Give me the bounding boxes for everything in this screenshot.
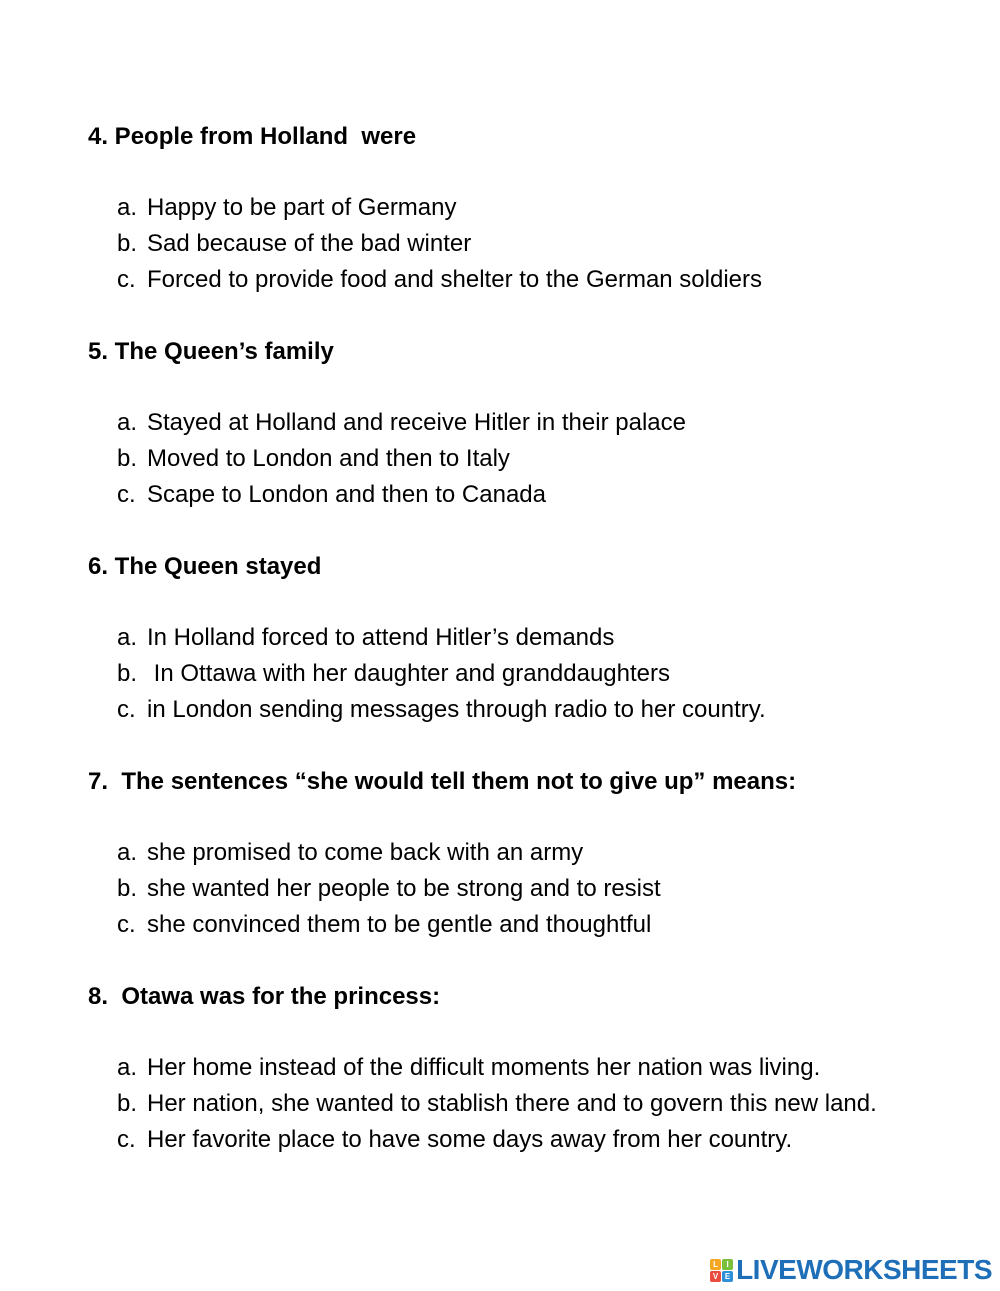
liveworksheets-logo-text: LIVEWORKSHEETS <box>736 1254 992 1285</box>
option-4b <box>117 226 917 262</box>
option-letter: b. <box>117 660 138 687</box>
question-6-prompt: 6. The Queen stayed <box>88 553 322 580</box>
option-letter: a. <box>117 194 138 221</box>
question-7-options <box>117 835 917 943</box>
logo-block-v: V <box>710 1271 721 1282</box>
option-8c <box>117 1122 912 1158</box>
option-text: Forced to provide food and shelter to the German soldiers <box>147 266 762 293</box>
option-8b <box>117 1086 912 1122</box>
option-6b <box>117 656 917 692</box>
question-6-options <box>117 620 917 728</box>
option-text: she wanted her people to be strong and to resist <box>147 875 661 902</box>
option-4c <box>117 262 917 298</box>
liveworksheets-logo-icon <box>710 1259 733 1282</box>
option-letter: b. <box>117 875 138 902</box>
question-4-options <box>117 190 917 298</box>
question-5-prompt: 5. The Queen’s family <box>88 338 334 365</box>
option-text: Scape to London and then to Canada <box>147 481 546 508</box>
option-text: she promised to come back with an army <box>147 839 584 866</box>
option-text: In Holland forced to attend Hitler’s demands <box>147 624 615 651</box>
option-text: Stayed at Holland and receive Hitler in their palace <box>147 409 686 436</box>
option-letter: c. <box>117 696 136 723</box>
question-7-prompt: 7. The sentences “she would tell them not to give up” means: <box>88 768 797 795</box>
option-letter: b. <box>117 445 138 472</box>
option-5a <box>117 405 917 441</box>
option-letter: a. <box>117 624 138 651</box>
option-letter: a. <box>117 839 138 866</box>
option-text: Her nation, she wanted to stablish there and to govern this new land. <box>147 1090 877 1117</box>
option-8a <box>117 1050 912 1086</box>
option-7b <box>117 871 917 907</box>
option-7a <box>117 835 917 871</box>
option-text: Her home instead of the difficult moments her nation was living. <box>147 1054 821 1081</box>
option-text: she convinced them to be gentle and thoughtful <box>147 911 652 938</box>
option-text: In Ottawa with her daughter and granddaughters <box>147 660 671 687</box>
option-letter: c. <box>117 911 136 938</box>
option-text: Her favorite place to have some days away from her country. <box>147 1126 793 1153</box>
option-4a <box>117 190 917 226</box>
question-4-prompt: 4. People from Holland were <box>88 123 417 150</box>
logo-block-l: L <box>710 1259 721 1270</box>
logo-block-i: I <box>722 1259 733 1270</box>
logo-block-e: E <box>722 1271 733 1282</box>
option-letter: b. <box>117 1090 138 1117</box>
option-letter: c. <box>117 1126 136 1153</box>
option-text: in London sending messages through radio to her country. <box>147 696 766 723</box>
option-letter: a. <box>117 1054 138 1081</box>
question-5-options <box>117 405 917 513</box>
option-5c <box>117 477 917 513</box>
option-6c <box>117 692 917 728</box>
option-text: Moved to London and then to Italy <box>147 445 510 472</box>
option-text: Sad because of the bad winter <box>147 230 472 257</box>
option-letter: c. <box>117 481 136 508</box>
option-6a <box>117 620 917 656</box>
liveworksheets-logo <box>710 1252 992 1288</box>
option-letter: b. <box>117 230 138 257</box>
option-letter: c. <box>117 266 136 293</box>
question-8-options <box>117 1050 912 1158</box>
question-8-prompt: 8. Otawa was for the princess: <box>88 983 441 1010</box>
option-7c <box>117 907 917 943</box>
option-text: Happy to be part of Germany <box>147 194 457 221</box>
option-5b <box>117 441 917 477</box>
option-letter: a. <box>117 409 138 436</box>
